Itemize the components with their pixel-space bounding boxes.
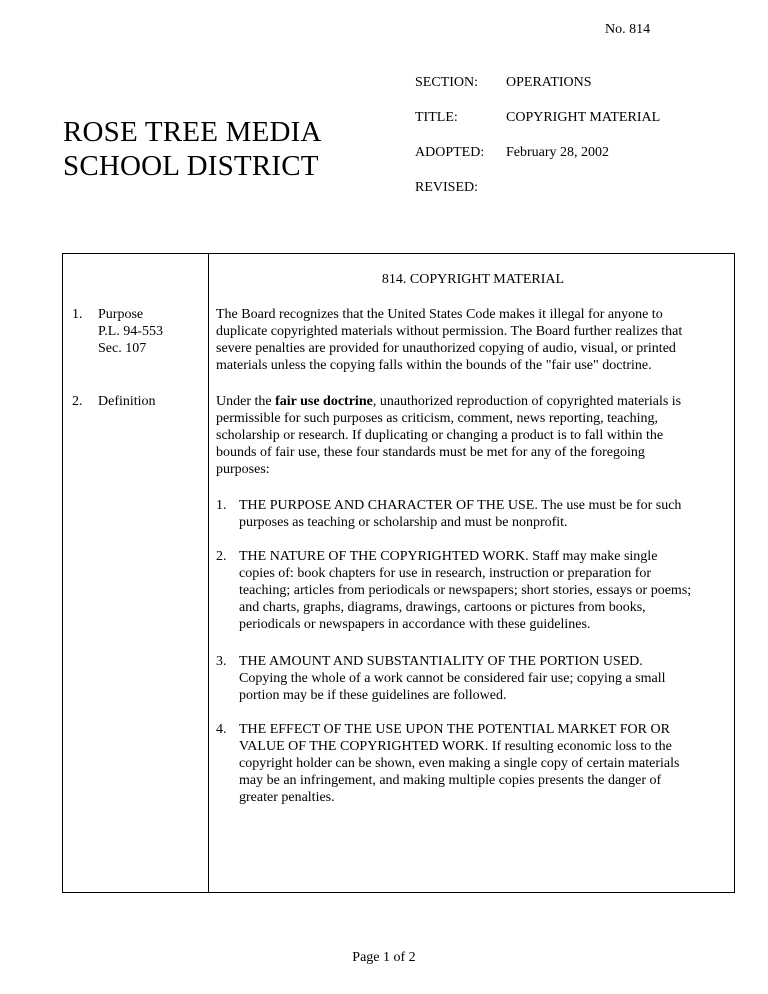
standard-line: copyright holder can be shown, even making a single copy of certain materials <box>239 756 680 771</box>
standard-number: 4. <box>216 722 227 737</box>
standard-line: VALUE OF THE COPYRIGHTED WORK. If resulting economic loss to the <box>239 739 672 754</box>
policy-title: 814. COPYRIGHT MATERIAL <box>381 272 565 287</box>
section-label: SECTION: <box>415 75 478 90</box>
adopted-label: ADOPTED: <box>415 145 485 160</box>
paragraph-line: materials unless the copying falls within the bounds of the "fair use" doctrine. <box>216 358 652 373</box>
side-heading-number: 2. <box>72 394 83 409</box>
purpose-paragraph <box>216 306 726 374</box>
page-footer: Page 1 of 2 <box>352 950 416 965</box>
side-heading-label: Purpose P.L. 94-553 Sec. 107 <box>98 307 163 356</box>
standard-text <box>239 497 729 531</box>
standard-number: 2. <box>216 549 227 564</box>
paragraph-line: permissible for such purposes as criticism, comment, news reporting, teaching, <box>216 411 659 426</box>
section-value: OPERATIONS <box>506 75 592 90</box>
standard-text <box>239 548 729 633</box>
district-name <box>63 115 322 183</box>
standard-line: THE NATURE OF THE COPYRIGHTED WORK. Staff may make single <box>239 549 658 564</box>
paragraph-line: scholarship or research. If duplicating or changing a product is to fall within the <box>216 428 664 443</box>
standard-line: portion may be if these guidelines are followed. <box>239 688 507 703</box>
standard-line: greater penalties. <box>239 790 335 805</box>
standard-line: copies of: book chapters for use in research, instruction or preparation for <box>239 566 652 581</box>
standard-text <box>239 721 729 806</box>
fair-use-term: fair use doctrine <box>275 394 373 409</box>
district-name-line2: SCHOOL DISTRICT <box>63 150 319 182</box>
standard-line: purposes as teaching or scholarship and must be nonprofit. <box>239 515 568 530</box>
revised-label: REVISED: <box>415 180 478 195</box>
adopted-value: February 28, 2002 <box>506 145 610 160</box>
definition-continuation: , unauthorized reproduction of copyrighted materials is <box>372 394 682 409</box>
standard-line: teaching; articles from periodicals or newspapers; short stories, essays or poems; <box>239 583 692 598</box>
side-heading-label: Definition <box>98 394 156 409</box>
column-divider <box>208 253 209 893</box>
definition-intro: Under the <box>216 394 276 409</box>
standard-line: Copying the whole of a work cannot be considered fair use; copying a small <box>239 671 666 686</box>
standard-line: may be an infringement, and making multiple copies presents the danger of <box>239 773 662 788</box>
standard-number: 3. <box>216 654 227 669</box>
standard-line: THE EFFECT OF THE USE UPON THE POTENTIAL MARKET FOR OR <box>239 722 670 737</box>
paragraph-line: purposes: <box>216 462 270 477</box>
district-name-line1: ROSE TREE MEDIA <box>63 116 322 148</box>
paragraph-line <box>216 393 726 410</box>
side-heading-number: 1. <box>72 307 83 322</box>
standard-text <box>239 653 729 704</box>
standard-line: THE AMOUNT AND SUBSTANTIALITY OF THE PORTION USED. <box>239 654 643 669</box>
standard-line: THE PURPOSE AND CHARACTER OF THE USE. The use must be for such <box>239 498 682 513</box>
document-number: No. 814 <box>605 22 651 37</box>
standard-line: periodicals or newspapers in accordance with these guidelines. <box>239 617 591 632</box>
paragraph-line: severe penalties are provided for unauthorized copying of audio, visual, or printed <box>216 341 676 356</box>
standard-number: 1. <box>216 498 227 513</box>
definition-paragraph <box>216 393 726 478</box>
paragraph-line: The Board recognizes that the United States Code makes it illegal for anyone to <box>216 307 663 322</box>
standard-line: and charts, graphs, diagrams, drawings, cartoons or pictures from books, <box>239 600 646 615</box>
paragraph-line: duplicate copyrighted materials without permission. The Board further realizes that <box>216 324 683 339</box>
title-label: TITLE: <box>415 110 458 125</box>
title-value: COPYRIGHT MATERIAL <box>506 110 661 125</box>
paragraph-line: bounds of fair use, these four standards must be met for any of the foregoing <box>216 445 645 460</box>
